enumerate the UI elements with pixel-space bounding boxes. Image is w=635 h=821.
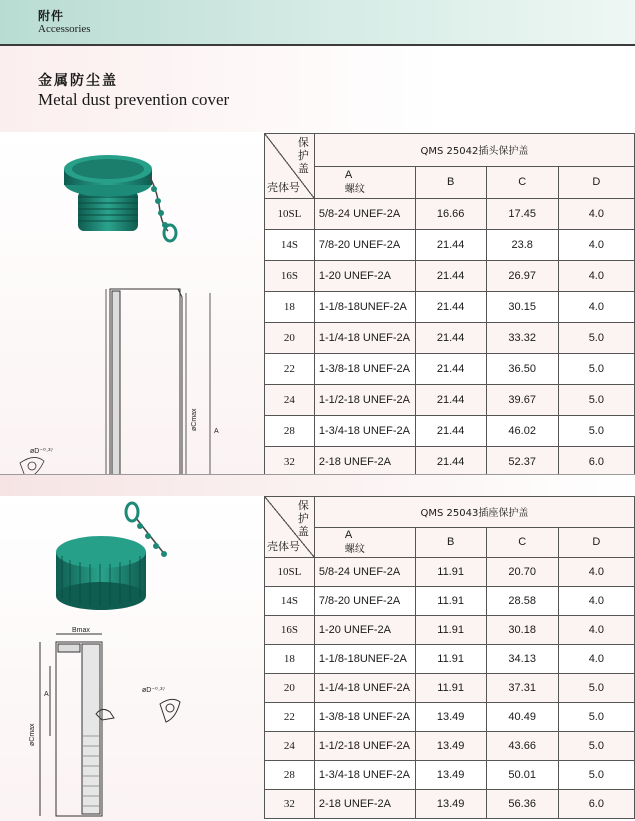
ocmax-label-2: øCmax xyxy=(29,723,36,746)
thread-cell: 1-1/2-18 UNEF-2A xyxy=(314,732,415,761)
dim-b-cell: 13.49 xyxy=(415,761,486,790)
table-title: QMS 25042插头保护盖 xyxy=(314,134,634,167)
thread-cell: 2-18 UNEF-2A xyxy=(314,447,415,478)
dim-c-cell: 17.45 xyxy=(486,199,558,230)
shell-size-cell: 24 xyxy=(265,385,315,416)
table-row xyxy=(265,199,635,230)
table-row xyxy=(265,292,635,323)
dim-d-cell: 5.0 xyxy=(558,354,634,385)
dim-d-cell: 5.0 xyxy=(558,761,634,790)
thread-cell: 2-18 UNEF-2A xyxy=(314,790,415,819)
header-title-en: Accessories xyxy=(38,23,91,35)
thread-cell: 1-1/8-18UNEF-2A xyxy=(314,645,415,674)
col-b-header-2: B xyxy=(415,527,486,558)
dim-b-cell: 21.44 xyxy=(415,261,486,292)
shell-size-cell: 22 xyxy=(265,703,315,732)
dim-b-cell: 21.44 xyxy=(415,447,486,478)
plug-cover-rows xyxy=(265,199,635,478)
dim-d-cell: 5.0 xyxy=(558,385,634,416)
dim-b-cell: 11.91 xyxy=(415,616,486,645)
table-row xyxy=(265,323,635,354)
dim-c-cell: 56.36 xyxy=(486,790,558,819)
table-row xyxy=(265,616,635,645)
shell-size-cell: 24 xyxy=(265,732,315,761)
dim-d-cell: 4.0 xyxy=(558,645,634,674)
shell-size-cell: 28 xyxy=(265,761,315,790)
dim-c-cell: 52.37 xyxy=(486,447,558,478)
table-row xyxy=(265,354,635,385)
thread-cell: 5/8-24 UNEF-2A xyxy=(314,199,415,230)
dim-d-cell: 5.0 xyxy=(558,323,634,354)
dim-d-cell: 5.0 xyxy=(558,674,634,703)
dim-c-cell: 23.8 xyxy=(486,230,558,261)
dim-c-cell: 50.01 xyxy=(486,761,558,790)
dim-b-cell: 16.66 xyxy=(415,199,486,230)
dim-c-cell: 33.32 xyxy=(486,323,558,354)
thread-cell: 1-3/4-18 UNEF-2A xyxy=(314,416,415,447)
dim-c-cell: 28.58 xyxy=(486,587,558,616)
plug-cover-illustration-panel xyxy=(0,133,264,474)
thread-cell: 7/8-20 UNEF-2A xyxy=(314,230,415,261)
table-row xyxy=(265,674,635,703)
receptacle-cap-drawing xyxy=(0,626,264,821)
dim-c-cell: 34.13 xyxy=(486,645,558,674)
dim-d-cell: 6.0 xyxy=(558,790,634,819)
col-b-header: B xyxy=(415,166,486,199)
shell-size-cell: 20 xyxy=(265,323,315,354)
dim-c-cell: 43.66 xyxy=(486,732,558,761)
col-d-header-2: D xyxy=(558,527,634,558)
shell-size-cell: 16S xyxy=(265,616,315,645)
table-row xyxy=(265,385,635,416)
dim-b-cell: 11.91 xyxy=(415,587,486,616)
table-row xyxy=(265,558,635,587)
shell-size-cell: 14S xyxy=(265,230,315,261)
col-d-header: D xyxy=(558,166,634,199)
product-title-band xyxy=(0,46,635,132)
table-row xyxy=(265,645,635,674)
table-row xyxy=(265,761,635,790)
dim-d-cell: 5.0 xyxy=(558,416,634,447)
table-row xyxy=(265,447,635,478)
shell-size-cell: 14S xyxy=(265,587,315,616)
dimension-a-label: A xyxy=(214,428,219,435)
dim-b-cell: 13.49 xyxy=(415,790,486,819)
shell-size-cell: 16S xyxy=(265,261,315,292)
dim-d-cell: 5.0 xyxy=(558,703,634,732)
od-label-2: øD⁻⁰·³⁷ xyxy=(142,687,166,694)
ocmax-label: øCmax xyxy=(191,408,198,431)
dim-b-cell: 13.49 xyxy=(415,703,486,732)
dim-b-cell: 21.44 xyxy=(415,230,486,261)
dim-c-cell: 37.31 xyxy=(486,674,558,703)
bmax-label-2: Bmax xyxy=(72,627,90,634)
thread-cell: 1-1/2-18 UNEF-2A xyxy=(314,385,415,416)
dim-b-cell: 21.44 xyxy=(415,354,486,385)
thread-cell: 5/8-24 UNEF-2A xyxy=(314,558,415,587)
dim-b-cell: 21.44 xyxy=(415,292,486,323)
shell-size-cell: 20 xyxy=(265,674,315,703)
shell-size-cell: 28 xyxy=(265,416,315,447)
thread-cell: 1-1/4-18 UNEF-2A xyxy=(314,674,415,703)
dim-b-cell: 21.44 xyxy=(415,385,486,416)
thread-cell: 1-3/8-18 UNEF-2A xyxy=(314,703,415,732)
shell-size-cell: 10SL xyxy=(265,558,315,587)
plug-cap-photo xyxy=(0,133,264,253)
dim-d-cell: 4.0 xyxy=(558,292,634,323)
shell-size-cell: 22 xyxy=(265,354,315,385)
shell-size-cell: 18 xyxy=(265,645,315,674)
thread-cell: 1-20 UNEF-2A xyxy=(314,616,415,645)
page-header xyxy=(0,0,635,46)
shell-size-cell: 18 xyxy=(265,292,315,323)
col-c-header: C xyxy=(486,166,558,199)
dim-c-cell: 46.02 xyxy=(486,416,558,447)
dim-d-cell: 4.0 xyxy=(558,587,634,616)
thread-cell: 1-3/8-18 UNEF-2A xyxy=(314,354,415,385)
table-row xyxy=(265,790,635,819)
dimension-a-label-2: A xyxy=(44,691,49,698)
dim-d-cell: 4.0 xyxy=(558,261,634,292)
product-title-en: Metal dust prevention cover xyxy=(38,90,230,109)
receptacle-cover-spec-table xyxy=(264,496,635,819)
table-title-2: QMS 25043插座保护盖 xyxy=(314,497,634,528)
dim-d-cell: 4.0 xyxy=(558,230,634,261)
table-row xyxy=(265,230,635,261)
thread-cell: 1-1/4-18 UNEF-2A xyxy=(314,323,415,354)
section-divider xyxy=(0,474,635,498)
plug-cover-spec-table xyxy=(264,133,635,478)
table-row xyxy=(265,732,635,761)
col-a-header-2: A 螺纹 xyxy=(314,527,415,558)
plug-cap-drawing xyxy=(0,253,264,473)
dim-c-cell: 40.49 xyxy=(486,703,558,732)
dim-d-cell: 5.0 xyxy=(558,732,634,761)
dim-b-cell: 11.91 xyxy=(415,674,486,703)
table-row xyxy=(265,703,635,732)
corner-header-cell-2: 保 护 盖 壳体号 xyxy=(265,497,315,558)
dim-c-cell: 26.97 xyxy=(486,261,558,292)
thread-cell: 1-1/8-18UNEF-2A xyxy=(314,292,415,323)
dim-d-cell: 4.0 xyxy=(558,616,634,645)
col-a-header: A 螺纹 xyxy=(314,166,415,199)
thread-cell: 7/8-20 UNEF-2A xyxy=(314,587,415,616)
thread-cell: 1-3/4-18 UNEF-2A xyxy=(314,761,415,790)
header-title-cn: 附件 xyxy=(38,9,65,23)
dim-c-cell: 30.15 xyxy=(486,292,558,323)
dim-c-cell: 30.18 xyxy=(486,616,558,645)
receptacle-cap-photo xyxy=(0,496,264,626)
product-title-cn: 金属防尘盖 xyxy=(38,73,118,89)
dim-b-cell: 21.44 xyxy=(415,323,486,354)
thread-cell: 1-20 UNEF-2A xyxy=(314,261,415,292)
dim-c-cell: 39.67 xyxy=(486,385,558,416)
receptacle-cover-section xyxy=(0,496,635,821)
dim-b-cell: 11.91 xyxy=(415,558,486,587)
dim-c-cell: 20.70 xyxy=(486,558,558,587)
col-c-header-2: C xyxy=(486,527,558,558)
table-row xyxy=(265,416,635,447)
plug-cover-section xyxy=(0,133,635,474)
dim-d-cell: 4.0 xyxy=(558,199,634,230)
shell-size-cell: 32 xyxy=(265,790,315,819)
dim-d-cell: 6.0 xyxy=(558,447,634,478)
dim-c-cell: 36.50 xyxy=(486,354,558,385)
dim-b-cell: 13.49 xyxy=(415,732,486,761)
od-label: øD⁻⁰·³⁷ xyxy=(30,448,54,455)
receptacle-cover-illustration-panel xyxy=(0,496,264,821)
dim-b-cell: 11.91 xyxy=(415,645,486,674)
dim-d-cell: 4.0 xyxy=(558,558,634,587)
shell-size-cell: 32 xyxy=(265,447,315,478)
table-row xyxy=(265,587,635,616)
corner-header-cell: 保 护 盖 壳体号 xyxy=(265,134,315,199)
table-row xyxy=(265,261,635,292)
dim-b-cell: 21.44 xyxy=(415,416,486,447)
shell-size-cell: 10SL xyxy=(265,199,315,230)
receptacle-cover-rows xyxy=(265,558,635,819)
